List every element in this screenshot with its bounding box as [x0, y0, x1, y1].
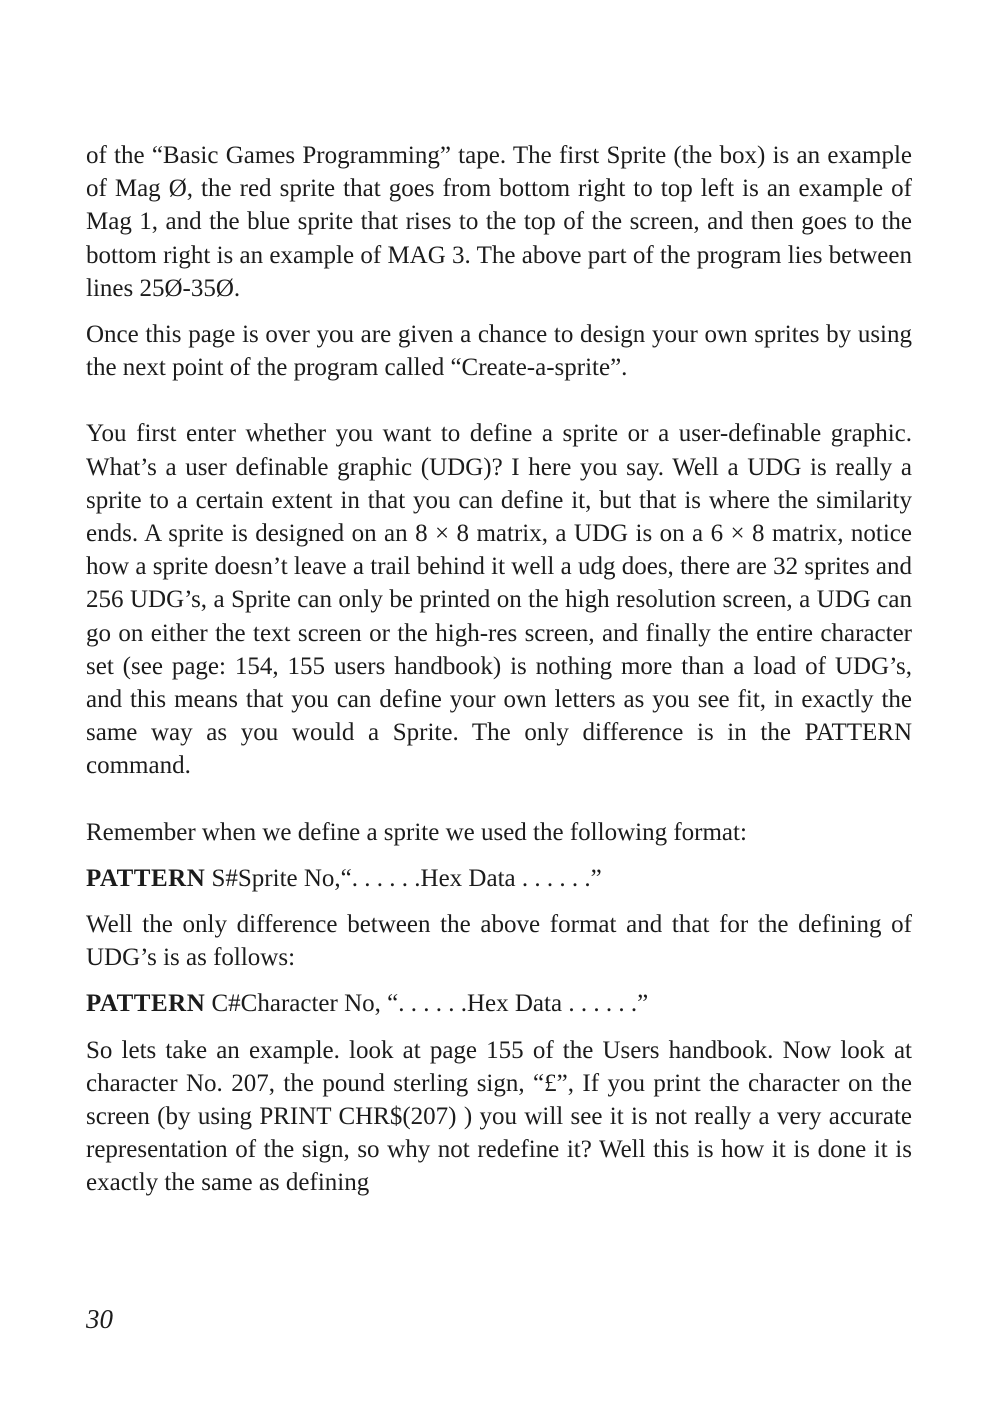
sprite-pattern-format [86, 862, 912, 895]
pattern-keyword: PATTERN [86, 864, 206, 892]
paragraph-text: Well the only difference between the above format and that for the defining of UDG’s is as follows: [86, 911, 912, 972]
pattern-keyword: PATTERN [86, 990, 206, 1018]
udg-pattern-format [86, 987, 912, 1020]
paragraph-mag-examples [86, 139, 912, 305]
paragraph-text: Once this page is over you are given a chance to design your own sprites by using the next point of the program called “Create-a-sprite”. [86, 321, 912, 382]
pattern-arguments: C#Character No, “. . . . . .Hex Data . . . . . .” [205, 990, 649, 1018]
page-body [86, 139, 912, 1213]
paragraph-udg-explanation [86, 417, 912, 782]
paragraph-sprite-format-intro [86, 816, 912, 849]
paragraph-udg-format-intro [86, 908, 912, 974]
paragraph-text: of the “Basic Games Programming” tape. The first Sprite (the box) is an example of Mag Ø, the red sprite that goes from bottom right to top left is an example of Mag 1, and the blue sprite that rises to the top of the screen, and then goes to the bottom right is an example of MAG 3. The above part of the program lies between lines 25Ø-35Ø. [86, 142, 912, 302]
paragraph-text: Remember when we define a sprite we used the following format: [86, 818, 747, 846]
pattern-arguments: S#Sprite No,“. . . . . .Hex Data . . . . . .” [205, 864, 602, 892]
paragraph-pound-sign-example [86, 1034, 912, 1200]
paragraph-text: You first enter whether you want to define a sprite or a user-definable graphic. What’s a user definable graphic (UDG)? I here you say. Well a UDG is really a sprite to a certain extent in that you can define it, but that is where the similarity ends. A sprite is designed on an 8 × 8 matrix, a UDG is on a 6 × 8 matrix, notice how a sprite doesn’t leave a trail behind it well a udg does, there are 32 sprites and 256 UDG’s, a Sprite can only be printed on the high resolution screen, a UDG can go on either the text screen or the high-res screen, and finally the entire character set (see page: 154, 155 users handbook) is nothing more than a load of UDG’s, and this means that you can define your own letters as you see fit, in exactly the same way as you would a Sprite. The only difference is in the PATTERN command. [86, 420, 912, 780]
paragraph-create-a-sprite [86, 318, 912, 384]
page-number: 30 [86, 1304, 113, 1334]
paragraph-text: So lets take an example. look at page 155 of the Users handbook. Now look at character No. 207, the pound sterling sign, “£”, If you print the character on the screen (by using PRINT CHR$(207) ) you will see it is not really a very accurate representation of the sign, so why not redefine it? Well this is how it is done it is exactly the same as defining [86, 1036, 912, 1197]
